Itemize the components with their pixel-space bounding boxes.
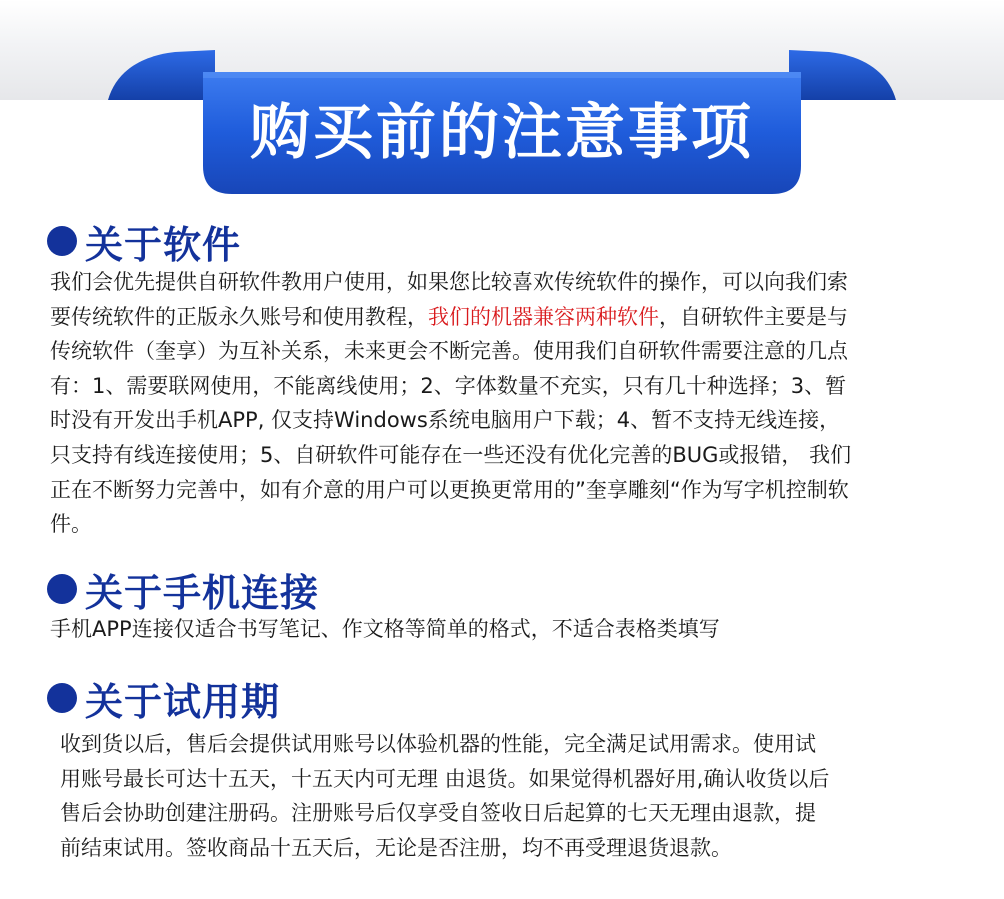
trial-period-paragraph xyxy=(60,727,829,865)
paragraph-line: 有：1、需要联网使用，不能离线使用；2、字体数量不充实，只有几十种选择；3、暂 xyxy=(50,373,847,398)
section-title: 关于试用期 xyxy=(85,679,281,724)
section-title: 关于手机连接 xyxy=(85,570,320,615)
section-heading-trial-period xyxy=(47,672,280,724)
paragraph-line: 收到货以后，售后会提供试用账号以体验机器的性能，完全满足试用需求。使用试 xyxy=(60,732,816,756)
paragraph-line: 只支持有线连接使用；5、自研软件可能存在一些还没有优化完善的BUG或报错， 我们 xyxy=(50,442,852,467)
bullet-dot-icon xyxy=(47,574,77,604)
section-title: 关于软件 xyxy=(85,222,242,267)
paragraph-line: 售后会协助创建注册码。注册账号后仅享受自签收日后起算的七天无理由退款，提 xyxy=(60,801,816,826)
paragraph-line: 正在不断努力完善中，如有介意的用户可以更换更常用的”奎享雕刻“作为写字机控制软 xyxy=(50,477,849,502)
paragraph-line: 我们会优先提供自研软件教用户使用，如果您比较喜欢传统软件的操作，可以向我们索 xyxy=(50,270,848,294)
page-title: 购买前的注意事项 xyxy=(250,98,754,168)
highlight-compatibility-text: 我们的机器兼容两种软件 xyxy=(428,304,659,329)
section-heading-phone-connection xyxy=(47,563,319,615)
phone-connection-paragraph xyxy=(50,612,720,647)
paragraph-line: 用账号最长可达十五天，十五天内可无理 由退货。如果觉得机器好用,确认收货以后 xyxy=(60,766,830,791)
bullet-dot-icon xyxy=(47,226,77,256)
paragraph-line: 要传统软件的正版永久账号和使用教程，我们的机器兼容两种软件，自研软件主要是与 xyxy=(50,304,848,329)
paragraph-line: 时没有开发出手机APP, 仅支持Windows系统电脑用户下载；4、暂不支持无线连接， xyxy=(50,408,841,433)
section-heading-software xyxy=(47,215,241,267)
banner-right-wing xyxy=(789,50,896,100)
bullet-dot-icon xyxy=(47,683,77,713)
paragraph-line: 前结束试用。签收商品十五天后，无论是否注册，均不再受理退货退款。 xyxy=(60,835,732,860)
software-paragraph xyxy=(50,265,851,542)
paragraph-line: 手机APP连接仅适合书写笔记、作文格等简单的格式，不适合表格类填写 xyxy=(50,617,720,641)
banner-left-wing xyxy=(108,50,215,100)
paragraph-line: 件。 xyxy=(50,512,92,537)
paragraph-line: 传统软件（奎享）为互补关系，未来更会不断完善。使用我们自研软件需要注意的几点 xyxy=(50,339,848,364)
